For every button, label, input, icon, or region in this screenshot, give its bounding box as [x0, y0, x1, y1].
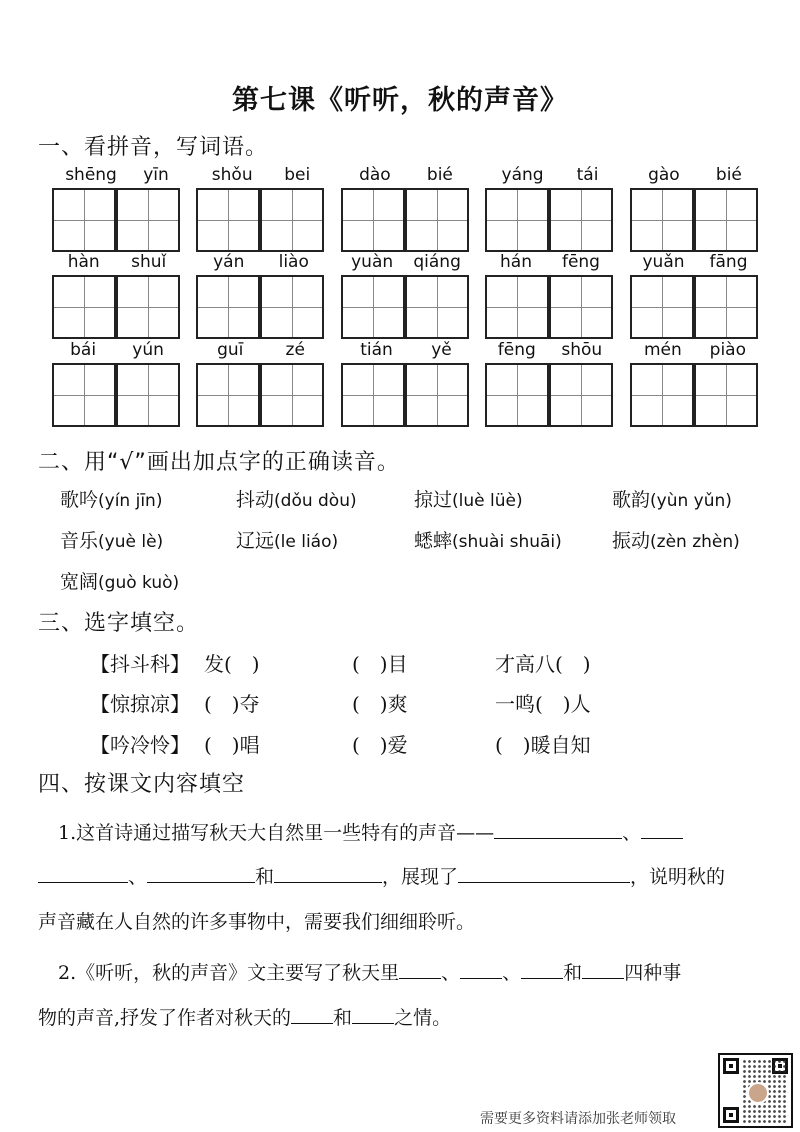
pinyin-label	[485, 252, 615, 274]
writing-box[interactable]	[260, 275, 324, 339]
fill-blank-item[interactable]: ( )目	[352, 652, 408, 676]
reading-item[interactable]	[612, 485, 732, 512]
pinyin-syllable: zé	[285, 340, 305, 360]
reading-word: 蟋蟀	[414, 530, 453, 552]
answer-blank[interactable]	[494, 820, 622, 839]
question-1-line-3: 声音藏在人自然的许多事物中，需要我们细细聆听。	[38, 911, 476, 933]
reading-word: 掠过	[414, 489, 453, 511]
writing-box[interactable]	[405, 275, 469, 339]
writing-box[interactable]	[405, 188, 469, 252]
reading-item[interactable]	[612, 526, 740, 553]
connector: 和	[333, 1007, 353, 1029]
reading-pinyin-options: (guò kuò)	[98, 573, 180, 593]
char-group: 【抖斗科】	[90, 652, 190, 676]
writing-box[interactable]	[116, 275, 180, 339]
page-title: 第七课《听听，秋的声音》	[232, 85, 568, 116]
pinyin-syllable: piào	[709, 340, 747, 360]
reading-pinyin-options: (yùn yǔn)	[650, 491, 732, 511]
pinyin-label	[196, 165, 326, 187]
pinyin-syllable: fāng	[709, 252, 748, 272]
pinyin-syllable: yuǎn	[642, 252, 685, 272]
question-2-line-1	[58, 958, 681, 985]
pinyin-syllable: bié	[426, 165, 453, 185]
answer-blank[interactable]	[291, 1005, 333, 1024]
answer-blank[interactable]	[352, 1005, 394, 1024]
pinyin-syllable: tián	[360, 340, 393, 360]
answer-blank[interactable]	[274, 864, 382, 883]
separator: 、	[622, 822, 642, 844]
pinyin-label	[341, 340, 471, 362]
footer-note: 需要更多资料请添加张老师领取	[480, 1111, 676, 1127]
pinyin-syllable: hán	[500, 252, 532, 272]
fill-blank-item[interactable]: ( )暖自知	[495, 733, 591, 757]
writing-box[interactable]	[485, 363, 549, 427]
writing-box[interactable]	[341, 275, 405, 339]
pinyin-label	[341, 165, 471, 187]
separator: 、	[128, 866, 148, 888]
pinyin-syllable: tái	[576, 165, 599, 185]
answer-blank[interactable]	[460, 960, 502, 979]
pinyin-label	[630, 252, 760, 274]
pinyin-syllable: dào	[359, 165, 391, 185]
writing-box[interactable]	[196, 275, 260, 339]
pinyin-syllable: yún	[132, 340, 164, 360]
separator: 、	[441, 962, 461, 984]
pinyin-label	[485, 165, 615, 187]
pinyin-syllable: fēng	[497, 340, 536, 360]
writing-box[interactable]	[52, 188, 116, 252]
connector: 和	[255, 866, 275, 888]
question-2-line-2	[38, 1003, 451, 1030]
reading-item[interactable]	[236, 526, 338, 553]
pinyin-syllable: liào	[278, 252, 309, 272]
fill-blank-item[interactable]: ( )夺	[204, 692, 260, 716]
char-group: 【惊掠凉】	[90, 692, 190, 716]
fill-blank-item[interactable]: 一鸣( )人	[495, 692, 591, 716]
section-3-heading: 三、选字填空。	[38, 611, 200, 636]
section-1-heading: 一、看拼音，写词语。	[38, 135, 269, 160]
question-1-text-a: 1.这首诗通过描写秋天大自然里一些特有的声音——	[58, 822, 495, 844]
pinyin-syllable: yán	[213, 252, 245, 272]
writing-box[interactable]	[52, 275, 116, 339]
pinyin-label	[341, 252, 471, 274]
pinyin-syllable: fēng	[561, 252, 600, 272]
answer-blank[interactable]	[521, 960, 563, 979]
writing-box[interactable]	[485, 188, 549, 252]
reading-pinyin-options: (le liáo)	[274, 532, 339, 552]
fill-blank-item[interactable]: ( )唱	[204, 733, 260, 757]
answer-blank[interactable]	[641, 820, 683, 839]
answer-blank[interactable]	[147, 864, 255, 883]
writing-box[interactable]	[694, 275, 758, 339]
pinyin-syllable: yuàn	[351, 252, 394, 272]
pinyin-syllable: bei	[284, 165, 311, 185]
pinyin-syllable: shōu	[561, 340, 603, 360]
reading-word: 歌韵	[612, 489, 651, 511]
writing-box[interactable]	[549, 188, 613, 252]
pinyin-syllable: yě	[431, 340, 452, 360]
reading-word: 振动	[612, 530, 651, 552]
writing-box[interactable]	[116, 363, 180, 427]
answer-blank[interactable]	[582, 960, 624, 979]
question-2-text-c: 物的声音,抒发了作者对秋天的	[38, 1007, 292, 1029]
pinyin-label	[52, 252, 182, 274]
writing-box[interactable]	[630, 275, 694, 339]
reading-pinyin-options: (dǒu dòu)	[274, 491, 357, 511]
writing-box[interactable]	[341, 363, 405, 427]
question-2-text-a: 2.《听听，秋的声音》文主要写了秋天里	[58, 962, 400, 984]
section-2-heading: 二、用“√”画出加点字的正确读音。	[38, 450, 400, 475]
reading-pinyin-options: (yuè lè)	[98, 532, 164, 552]
question-2-text-b: 四种事	[624, 962, 682, 984]
writing-box[interactable]	[549, 363, 613, 427]
pinyin-syllable: shǒu	[211, 165, 253, 185]
reading-pinyin-options: (luè lüè)	[452, 491, 523, 511]
pinyin-syllable: mén	[643, 340, 682, 360]
writing-box[interactable]	[549, 275, 613, 339]
fill-blank-item[interactable]: 发( )	[204, 652, 260, 676]
writing-box[interactable]	[196, 188, 260, 252]
reading-pinyin-options: (shuài shuāi)	[452, 532, 562, 552]
pinyin-syllable: guī	[217, 340, 244, 360]
pinyin-syllable: shuǐ	[131, 252, 167, 272]
fill-blank-item[interactable]: 才高八( )	[495, 652, 591, 676]
fill-blank-item[interactable]: ( )爱	[352, 733, 408, 757]
pinyin-syllable: shēng	[65, 165, 117, 185]
reading-item[interactable]	[60, 567, 179, 594]
writing-box[interactable]	[630, 363, 694, 427]
writing-box[interactable]	[260, 363, 324, 427]
writing-box[interactable]	[630, 188, 694, 252]
pinyin-label	[196, 252, 326, 274]
reading-item[interactable]	[414, 485, 523, 512]
reading-word: 辽远	[236, 530, 275, 552]
writing-box[interactable]	[694, 188, 758, 252]
avatar	[747, 1082, 769, 1104]
pinyin-label	[52, 340, 182, 362]
section-4-heading: 四、按课文内容填空	[38, 772, 246, 797]
reading-pinyin-options: (yín jīn)	[98, 491, 163, 511]
pinyin-label	[485, 340, 615, 362]
reading-pinyin-options: (zèn zhèn)	[650, 532, 740, 552]
answer-blank[interactable]	[399, 960, 441, 979]
pinyin-syllable: yáng	[501, 165, 544, 185]
writing-box[interactable]	[196, 363, 260, 427]
writing-box[interactable]	[405, 363, 469, 427]
question-2-text-d: 之情。	[394, 1007, 452, 1029]
answer-blank[interactable]	[458, 864, 630, 883]
writing-box[interactable]	[260, 188, 324, 252]
reading-word: 歌吟	[60, 489, 99, 511]
writing-box[interactable]	[485, 275, 549, 339]
pinyin-syllable: yīn	[143, 165, 169, 185]
reading-item[interactable]	[60, 526, 163, 553]
pinyin-label	[52, 165, 182, 187]
reading-item[interactable]	[60, 485, 162, 512]
connector: 和	[563, 962, 583, 984]
pinyin-syllable: bié	[715, 165, 742, 185]
writing-box[interactable]	[694, 363, 758, 427]
question-1-line-2	[38, 862, 725, 889]
reading-word: 宽阔	[60, 571, 99, 593]
fill-blank-item[interactable]: ( )爽	[352, 692, 408, 716]
writing-box[interactable]	[116, 188, 180, 252]
pinyin-syllable: qiáng	[413, 252, 461, 272]
char-group: 【吟冷怜】	[90, 733, 190, 757]
reading-item[interactable]	[236, 485, 357, 512]
qr-code	[718, 1053, 793, 1128]
writing-box[interactable]	[341, 188, 405, 252]
reading-word: 音乐	[60, 530, 99, 552]
pinyin-label	[630, 165, 760, 187]
pinyin-syllable: bái	[70, 340, 97, 360]
question-1-line-1	[58, 818, 683, 845]
answer-blank[interactable]	[38, 864, 128, 883]
pinyin-syllable: gào	[648, 165, 680, 185]
writing-box[interactable]	[52, 363, 116, 427]
question-1-text-b: ，展现了	[382, 866, 459, 888]
pinyin-label	[630, 340, 760, 362]
pinyin-syllable: hàn	[67, 252, 100, 272]
question-1-text-c: ，说明秋的	[630, 866, 726, 888]
pinyin-label	[196, 340, 326, 362]
reading-word: 抖动	[236, 489, 275, 511]
reading-item[interactable]	[414, 526, 562, 553]
separator: 、	[502, 962, 522, 984]
